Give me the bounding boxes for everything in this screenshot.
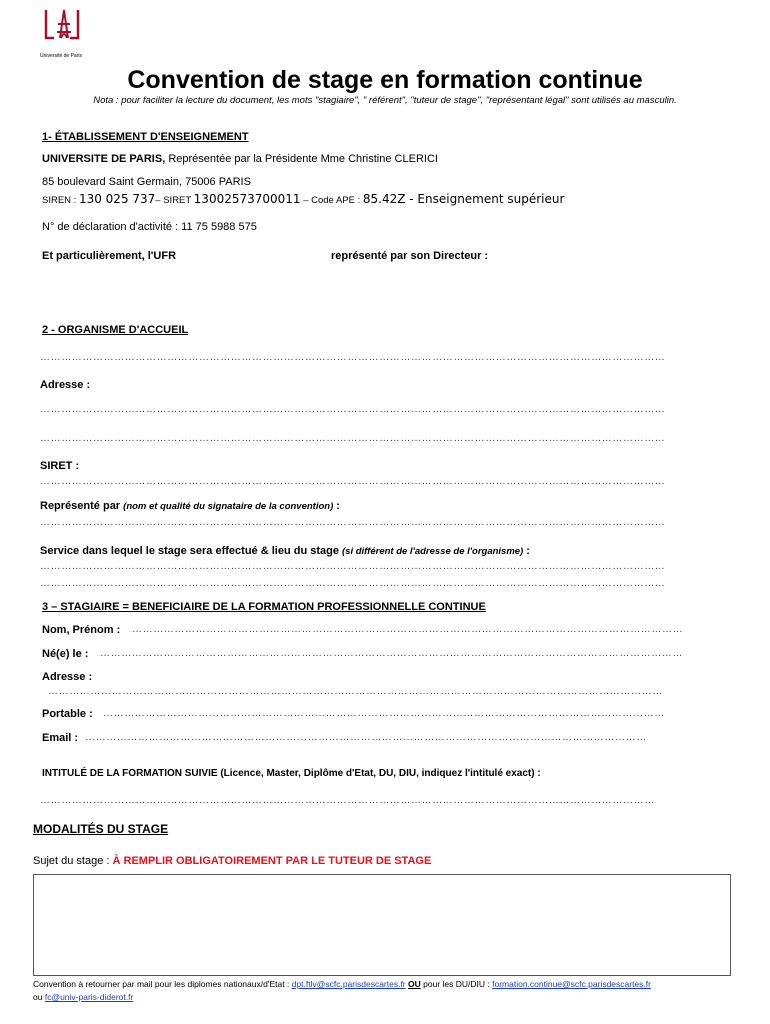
service-field-2[interactable]: ……………………………………………………………………………………………………………………………………………………………	[40, 578, 666, 589]
representative-hint: (nom et qualité du signataire de la convention)	[123, 501, 334, 512]
ape-value: 85.42Z - Enseignement supérieur	[362, 192, 565, 206]
organism-name-field[interactable]: ……………………………………………………………………………………………………………………………………………………………	[40, 352, 666, 363]
organism-siret-label: SIRET :	[40, 460, 80, 472]
university-name: UNIVERSITE DE PARIS,	[42, 153, 166, 165]
email-label: Email :	[42, 732, 79, 744]
subject-label: Sujet du stage :	[33, 855, 113, 867]
siret-value: 13002573700011	[193, 192, 301, 206]
siren-value: 130 025 737	[78, 192, 156, 206]
organism-address-label: Adresse :	[40, 379, 91, 391]
section3-heading: 3 – STAGIAIRE = BENEFICIAIRE DE LA FORMATION PROFESSIONNELLE CONTINUE	[42, 601, 486, 613]
service-label: Service dans lequel le stage sera effectué & lieu du stage	[40, 545, 343, 557]
phone-label: Portable :	[42, 708, 93, 720]
organism-siret-field[interactable]: ……………………………………………………………………………………………………………………………………………………………	[40, 476, 666, 487]
email-field[interactable]: ……………………………………………………………………………………………………………………………………………	[85, 732, 647, 743]
university-logo	[40, 8, 86, 59]
organism-address-field-1[interactable]: ……………………………………………………………………………………………………………………………………………………………	[40, 404, 666, 415]
service-colon: :	[523, 545, 530, 557]
university-representative: Représentée par la Présidente Mme Christine CLERICI	[165, 153, 438, 165]
siret-label: – SIRET	[155, 195, 194, 206]
subject-textbox[interactable]	[33, 874, 731, 976]
or-text: OU	[408, 979, 421, 989]
director-label: représenté par son Directeur :	[331, 250, 489, 262]
student-address-field[interactable]: …………………………………………………………………………………………………………………………………………………………	[48, 686, 663, 697]
modalites-heading: MODALITÉS DU STAGE	[33, 822, 169, 836]
siren-label: SIREN :	[42, 195, 79, 206]
siren-line	[42, 190, 564, 208]
representative-label: Représenté par	[40, 500, 124, 512]
declaration-number: N° de déclaration d'activité : 11 75 5988 575	[42, 221, 257, 233]
du-text: pour les DU/DIU :	[420, 979, 493, 989]
university-address: 85 boulevard Saint Germain, 75006 PARIS	[42, 176, 251, 188]
logo-text: Université de Paris	[40, 53, 82, 59]
representative-colon: :	[333, 500, 340, 512]
name-field[interactable]: …………………………………………………………………………………………………………………………………………	[132, 624, 684, 635]
service-hint: (si différent de l'adresse de l'organisme)	[342, 546, 524, 557]
birth-field[interactable]: …………………………………………………………………………………………………………………………………………………	[100, 648, 683, 659]
phone-field[interactable]: ……………………………………………………………………………………………………………………………………………	[103, 708, 665, 719]
service-label-line	[40, 541, 530, 559]
birth-label: Né(e) le :	[42, 648, 89, 660]
email-link-formation[interactable]: formation.continue@scfc.parisdescartes.fr	[492, 979, 651, 989]
training-field[interactable]: …………………………………………………………………………………………………………………………………………………………	[40, 795, 655, 806]
organism-representative-field[interactable]: ……………………………………………………………………………………………………………………………………………………………	[40, 517, 666, 528]
service-field-1[interactable]: ……………………………………………………………………………………………………………………………………………………………	[40, 561, 666, 572]
section1-heading: 1- ÉTABLISSEMENT D'ENSEIGNEMENT	[42, 131, 249, 143]
footer-or-prefix: ou	[33, 992, 45, 1002]
student-address-label: Adresse :	[42, 671, 93, 683]
subject-instruction: À REMPLIR OBLIGATOIREMENT PAR LE TUTEUR DE STAGE	[112, 855, 432, 867]
email-link-ftlv[interactable]: dpt.ftlv@scfc.parisdescartes.fr	[291, 979, 406, 989]
email-link-diderot[interactable]: fc@univ-paris-diderot.fr	[44, 992, 134, 1002]
footer-text: Convention à retourner par mail pour les diplomes nationaux/d'Etat :	[33, 979, 292, 989]
organism-representative-label	[40, 496, 340, 514]
name-label: Nom, Prénom :	[42, 624, 121, 636]
footer-line-2	[33, 992, 133, 1002]
ufr-label: Et particulièrement, l'UFR	[42, 250, 177, 262]
section2-heading: 2 - ORGANISME D'ACCUEIL	[42, 324, 189, 336]
ape-label: – Code APE :	[300, 195, 363, 206]
eiffel-logo-icon	[40, 8, 86, 48]
page-title: Convention de stage en formation continue	[127, 66, 643, 94]
subject-line	[33, 851, 431, 869]
training-label: INTITULÉ DE LA FORMATION SUIVIE (Licence, Master, Diplôme d'Etat, DU, DIU, indiquez l'intitulé exact) :	[42, 768, 541, 779]
footer-line-1	[33, 979, 651, 989]
university-line	[42, 153, 438, 165]
organism-address-field-2[interactable]: ……………………………………………………………………………………………………………………………………………………………	[40, 433, 666, 444]
note: Nota : pour faciliter la lecture du document, les mots "stagiaire", " référent", "tuteur de stage", "représentant légal" sont utilisés au masculin.	[93, 95, 677, 106]
